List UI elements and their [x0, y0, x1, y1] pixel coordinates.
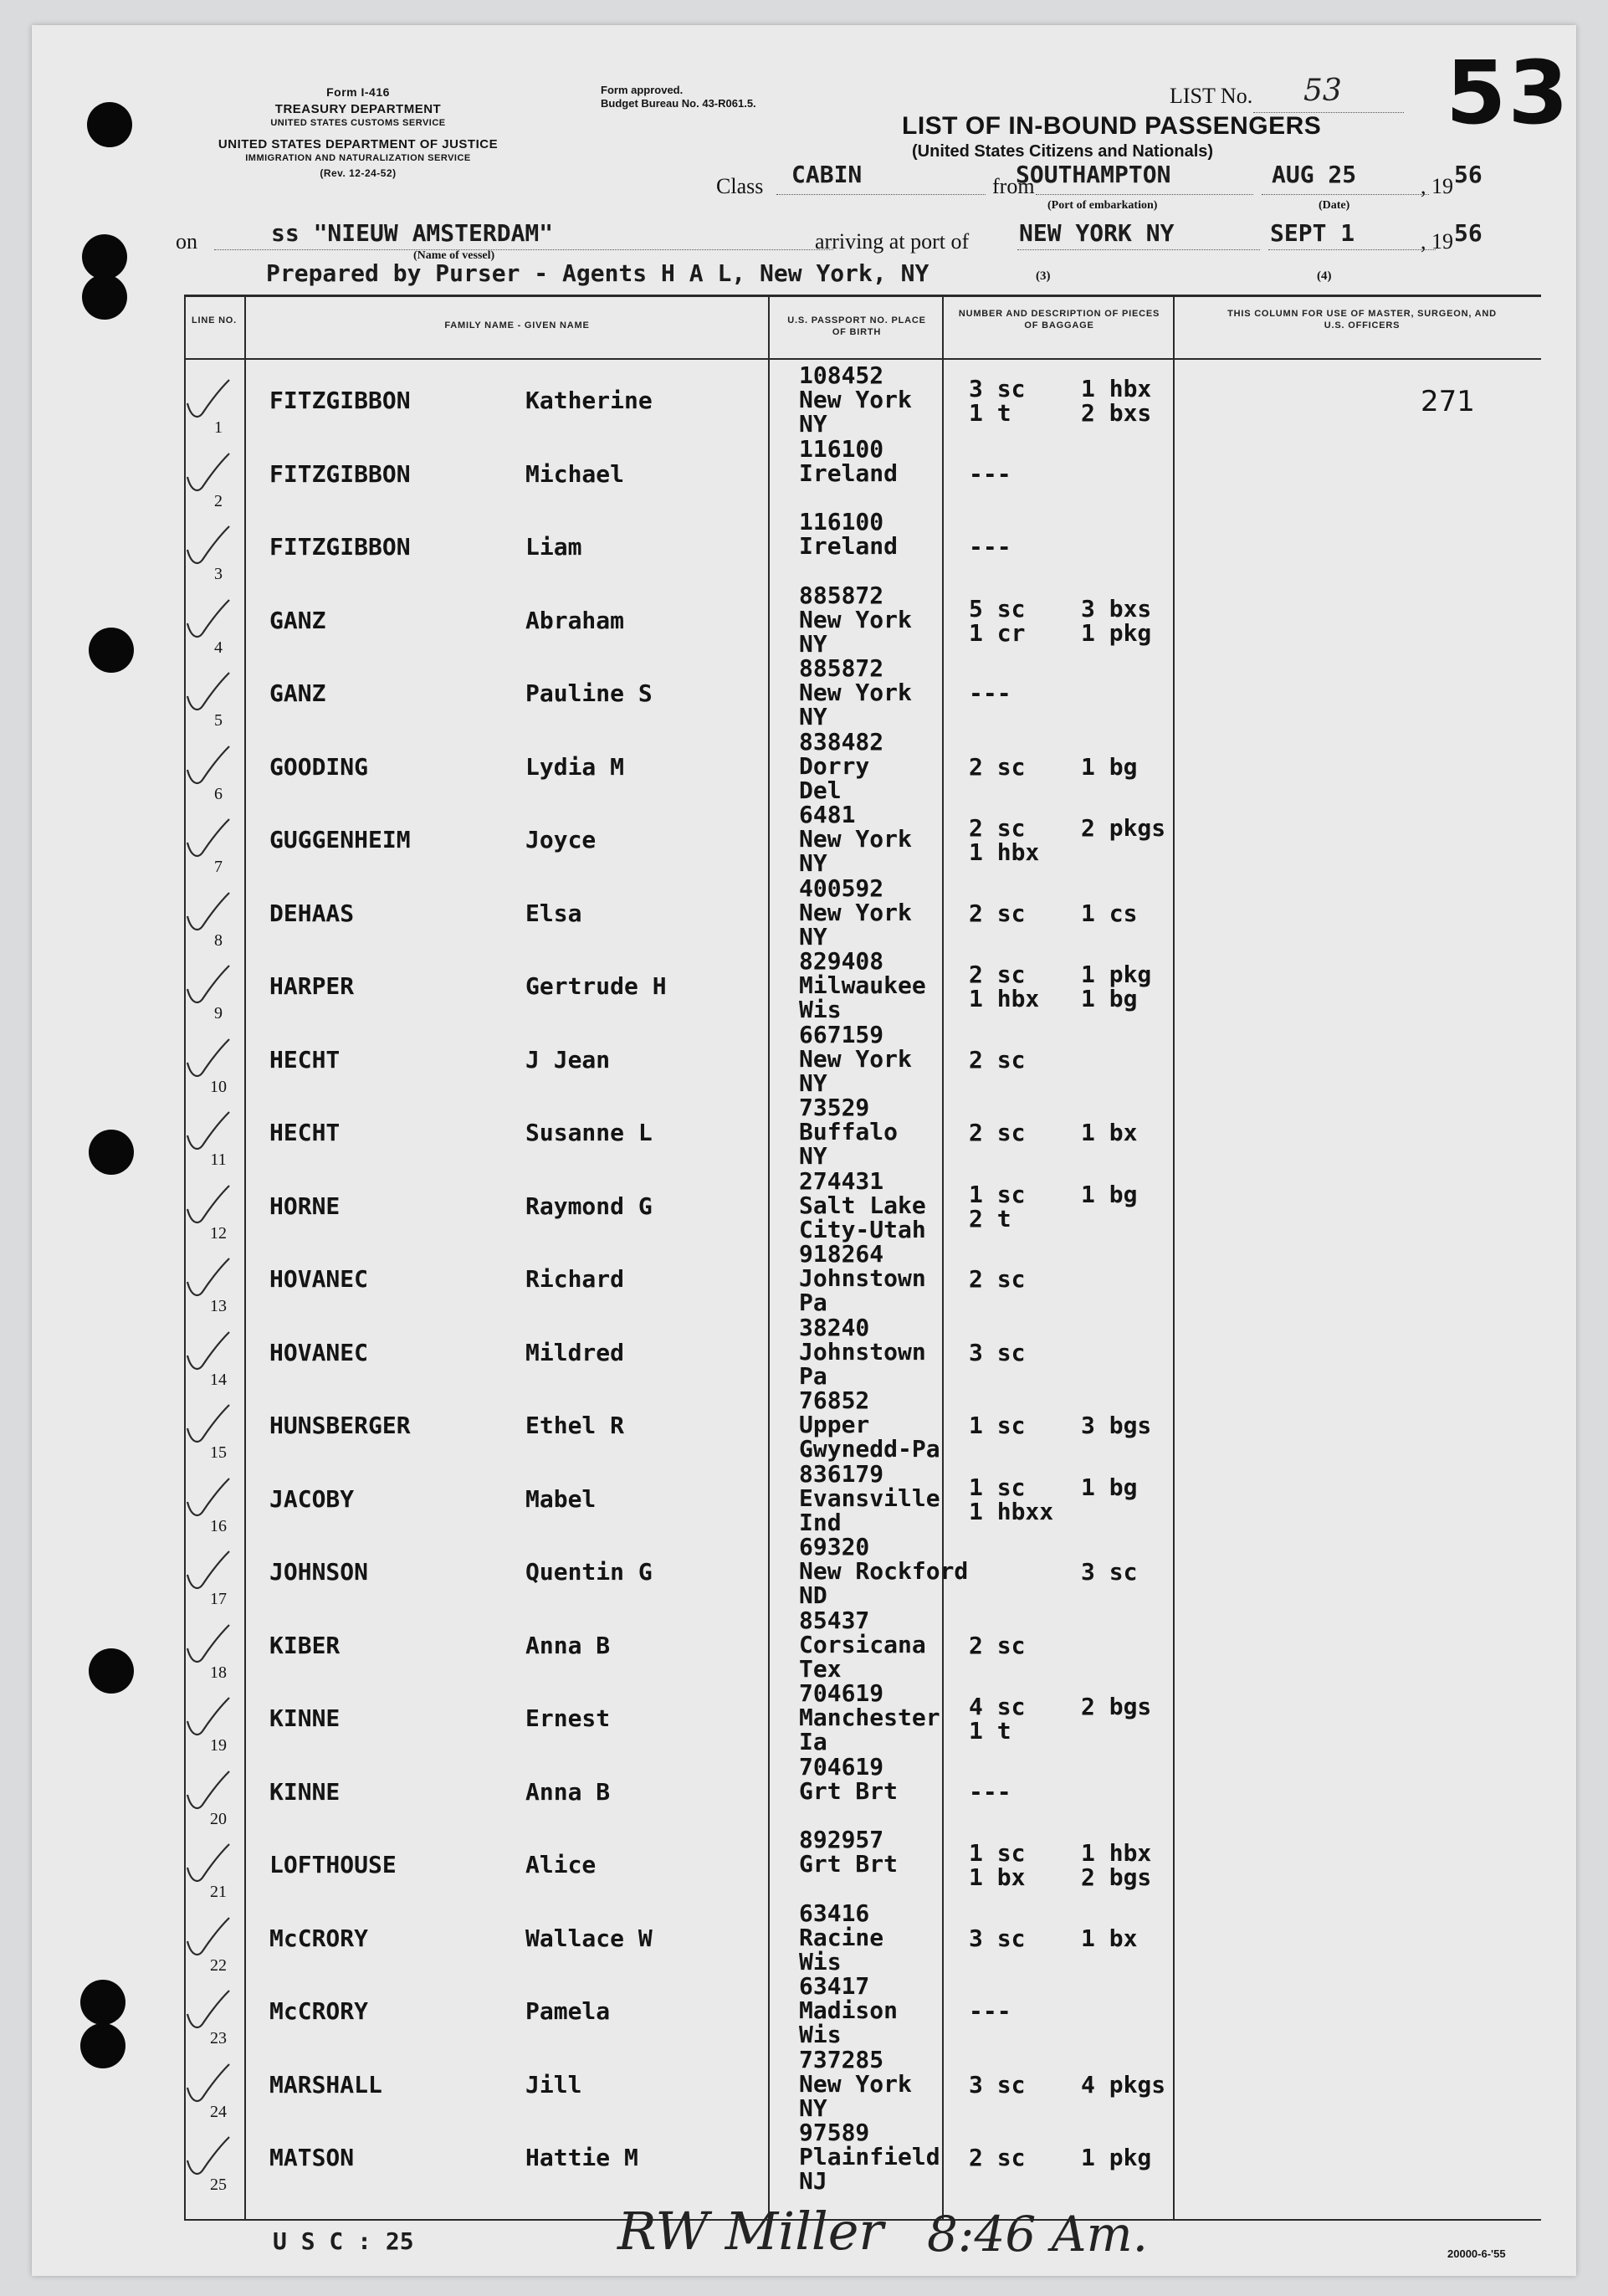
depart-year-prefix: , 19 [1421, 174, 1453, 198]
table-row [32, 1826, 1576, 1906]
given-name: Alice [525, 1851, 597, 1878]
place-of-birth: NY [799, 2094, 827, 2122]
place-of-birth: Upper [799, 1411, 870, 1438]
header-name: FAMILY NAME - GIVEN NAME [444, 320, 590, 331]
passport-number: 73529 [799, 1094, 870, 1121]
table-row [32, 2119, 1576, 2199]
line-number: 20 [210, 1809, 227, 1828]
family-name: FITZGIBBON [269, 459, 411, 488]
place-of-birth: New York [799, 825, 912, 853]
given-name: Anna B [525, 1777, 611, 1806]
place-of-birth: Wis [799, 1947, 842, 1976]
baggage-item: 1 bx [969, 1863, 1026, 1891]
baggage-item: 1 cs [1081, 899, 1138, 927]
usc-code: U S C : 25 [273, 2227, 414, 2255]
place-of-birth: NY [799, 849, 827, 877]
table-row [32, 1459, 1576, 1540]
family-name: MARSHALL [269, 2070, 382, 2099]
line-number: 19 [210, 1736, 227, 1755]
place-of-birth: New York [799, 898, 912, 926]
mark-3: (3) [1036, 269, 1051, 283]
line-number: 10 [210, 1077, 227, 1096]
mark-4: (4) [1317, 269, 1332, 283]
baggage-item: 1 sc [969, 1473, 1026, 1501]
place-of-birth: Pa [799, 1289, 827, 1316]
header-baggage: NUMBER AND DESCRIPTION OF PIECES OF BAGGAGE [958, 309, 1160, 331]
passport-number: 704619 [799, 1679, 884, 1707]
place-of-birth: Evansville [799, 1484, 940, 1512]
class-label: Class [716, 174, 764, 198]
arrival-year-prefix: , 19 [1421, 229, 1453, 254]
given-name: Michael [525, 459, 625, 488]
place-of-birth: NY [799, 1142, 827, 1170]
family-name: MATSON [269, 2144, 355, 2171]
table-row [32, 1533, 1576, 1613]
line-number: 4 [214, 638, 223, 657]
line-number: 23 [210, 2029, 227, 2047]
baggage-item: 5 sc [969, 594, 1026, 623]
prepared-by: Prepared by Purser - Agents H A L, New York, NY [266, 259, 929, 287]
line-number: 15 [210, 1443, 227, 1462]
table-row [32, 947, 1576, 1028]
family-name: GUGGENHEIM [269, 826, 411, 853]
family-name: FITZGIBBON [269, 387, 411, 414]
passport-number: 892957 [799, 1826, 884, 1853]
line-number: 13 [210, 1297, 227, 1315]
family-name: KINNE [269, 1777, 341, 1806]
place-of-birth: Buffalo [799, 1118, 899, 1145]
given-name: Mildred [525, 1338, 625, 1366]
given-name: Jill [525, 2070, 582, 2099]
passport-number: 274431 [799, 1166, 884, 1195]
baggage-item: 1 t [969, 399, 1011, 427]
place-of-birth: Grt Brt [799, 1850, 899, 1878]
check-mark-icon [182, 1765, 233, 1815]
depart-year: 56 [1454, 161, 1483, 188]
list-no-value: 53 [1303, 74, 1342, 108]
table-top-rule [184, 295, 1541, 297]
place-of-birth: New York [799, 605, 912, 633]
place-of-birth: New Rockford [799, 1557, 969, 1585]
table-row [32, 1972, 1576, 2053]
baggage-item: 1 hbxx [969, 1497, 1054, 1525]
table-row [32, 581, 1576, 662]
given-name: Wallace W [525, 1924, 653, 1952]
passport-number: 829408 [799, 947, 884, 975]
given-name: Anna B [525, 1631, 611, 1659]
footer-code: 20000-6-'55 [1447, 2247, 1506, 2260]
baggage-item: 1 pkg [1081, 618, 1152, 647]
line-number: 14 [210, 1370, 227, 1389]
baggage-item: 1 bg [1081, 985, 1138, 1012]
given-name: Pamela [525, 1997, 611, 2025]
passport-number: 63417 [799, 1972, 870, 2000]
header-passport: U.S. PASSPORT NO. PLACE OF BIRTH [787, 315, 926, 337]
list-subtitle: (United States Citizens and Nationals) [912, 142, 1214, 161]
depart-date: AUG 25 [1272, 161, 1357, 188]
given-name: Elsa [525, 899, 582, 927]
baggage-item: 1 bx [1081, 1119, 1138, 1146]
place-of-birth: New York [799, 386, 912, 413]
form-approved: Form approved. [601, 84, 684, 96]
passport-number: 667159 [799, 1020, 884, 1048]
check-mark-icon [182, 812, 233, 863]
family-name: McCRORY [269, 1924, 369, 1952]
baggage-item: 1 hbx [1081, 375, 1152, 402]
passport-number: 737285 [799, 2045, 884, 2073]
check-mark-icon [182, 959, 233, 1009]
baggage-item: 1 bg [1081, 1180, 1138, 1208]
customs-service: UNITED STATES CUSTOMS SERVICE [270, 118, 446, 128]
table-row [32, 1166, 1576, 1248]
header-line-no: LINE NO. [191, 315, 238, 325]
place-of-birth: Wis [799, 2021, 842, 2048]
passport-number: 97589 [799, 2119, 870, 2146]
place-of-birth: Grt Brt [799, 1776, 899, 1805]
port-of-embarkation: SOUTHAMPTON [1016, 161, 1171, 188]
place-of-birth: Ia [799, 1728, 827, 1755]
baggage-item: 1 cr [969, 618, 1026, 647]
place-of-birth: Dorry [799, 751, 870, 780]
place-of-birth: Salt Lake [799, 1191, 926, 1219]
check-mark-icon [182, 666, 233, 716]
check-mark-icon [182, 1911, 233, 1961]
line-number: 25 [210, 2176, 227, 2194]
family-name: JOHNSON [269, 1558, 369, 1586]
treasury-department: TREASURY DEPARTMENT [274, 102, 442, 116]
given-name: Quentin G [525, 1558, 653, 1586]
line-number: 9 [214, 1004, 223, 1022]
baggage-item: 3 sc [969, 1338, 1026, 1366]
place-of-birth: NY [799, 703, 827, 730]
check-mark-icon [182, 520, 233, 570]
given-name: Lydia M [525, 752, 625, 781]
punch-hole [82, 234, 127, 279]
table-row [32, 1313, 1576, 1394]
line-number: 22 [210, 1955, 227, 1975]
passport-number: 6481 [799, 801, 856, 828]
check-mark-icon [182, 2058, 233, 2108]
baggage-item: 2 sc [969, 1119, 1026, 1146]
line-number: 24 [210, 2102, 227, 2121]
baggage-item: 2 pkgs [1081, 814, 1166, 842]
check-mark-icon [182, 1398, 233, 1448]
place-of-birth: New York [799, 2069, 912, 2098]
list-no-label: LIST No. [1170, 84, 1253, 108]
check-mark-icon [182, 1984, 233, 2034]
check-mark-icon [182, 1837, 233, 1888]
given-name: J Jean [525, 1045, 611, 1074]
from-label: from [992, 174, 1035, 198]
family-name: HECHT [269, 1119, 341, 1146]
check-mark-icon [182, 1033, 233, 1083]
place-of-birth: Wis [799, 996, 842, 1023]
passport-number: 918264 [799, 1240, 884, 1268]
check-mark-icon [182, 1618, 233, 1668]
table-row [32, 1606, 1576, 1687]
family-name: HOVANEC [269, 1338, 369, 1366]
check-mark-icon [182, 1545, 233, 1595]
baggage-item: 2 bxs [1081, 399, 1152, 427]
family-name: HECHT [269, 1045, 341, 1074]
given-name: Katherine [525, 387, 653, 414]
arrival-year: 56 [1454, 219, 1483, 247]
check-mark-icon [182, 1325, 233, 1376]
line-number: 6 [214, 784, 223, 803]
passport-number: 400592 [799, 874, 884, 902]
baggage-item: 1 sc [969, 1412, 1026, 1439]
table-row [32, 1679, 1576, 1760]
arrival-port: NEW YORK NY [1019, 219, 1175, 247]
officer-signature: RW Miller [617, 2201, 884, 2262]
check-mark-icon [182, 886, 233, 936]
family-name: KINNE [269, 1704, 341, 1732]
table-row [32, 508, 1576, 588]
given-name: Liam [525, 533, 582, 561]
line-number: 16 [210, 1516, 227, 1535]
baggage-item: 2 t [969, 1204, 1011, 1233]
place-of-birth: Pa [799, 1361, 827, 1390]
place-of-birth: City-Utah [799, 1215, 926, 1243]
baggage-item: 1 sc [969, 1839, 1026, 1867]
passport-number: 85437 [799, 1606, 870, 1634]
line-number: 12 [210, 1223, 227, 1243]
place-of-birth: Ireland [799, 459, 899, 487]
line-number: 18 [210, 1663, 227, 1682]
table-row [32, 654, 1576, 735]
manifest-page [32, 25, 1576, 2276]
given-name: Pauline S [525, 679, 653, 707]
place-of-birth: Gwynedd-Pa [799, 1435, 940, 1463]
baggage-item: 1 hbx [969, 985, 1040, 1012]
header-officers: THIS COLUMN FOR USE OF MASTER, SURGEON, AND U.S. OFFICERS [1227, 309, 1497, 331]
place-of-birth: New York [799, 1044, 912, 1073]
given-name: Ethel R [525, 1412, 625, 1439]
place-of-birth: Johnstown [799, 1337, 926, 1366]
baggage-item: --- [969, 459, 1011, 488]
place-of-birth: Manchester [799, 1704, 940, 1731]
family-name: McCRORY [269, 1997, 369, 2025]
place-of-birth: Milwaukee [799, 971, 926, 999]
given-name: Raymond G [525, 1192, 653, 1220]
table-row [32, 434, 1576, 515]
baggage-item: 2 bgs [1081, 1693, 1152, 1720]
time-note: 8:46 Am. [927, 2206, 1149, 2263]
place-of-birth: Johnstown [799, 1264, 926, 1292]
family-name: GANZ [269, 679, 326, 707]
passport-number: 116100 [799, 508, 884, 536]
family-name: HOVANEC [269, 1265, 369, 1293]
table-row [32, 1386, 1576, 1467]
check-mark-icon [182, 740, 233, 790]
line-number: 17 [210, 1590, 227, 1608]
date-caption: (Date) [1319, 199, 1350, 212]
stamp-number: 53 [1446, 42, 1570, 144]
line-number: 21 [210, 1883, 227, 1901]
baggage-item: --- [969, 533, 1011, 561]
given-name: Ernest [525, 1704, 611, 1732]
given-name: Gertrude H [525, 972, 667, 1000]
passport-number: 38240 [799, 1313, 870, 1341]
baggage-item: --- [969, 1777, 1011, 1806]
family-name: KIBER [269, 1631, 341, 1659]
baggage-item: 2 sc [969, 1045, 1026, 1074]
baggage-item: --- [969, 679, 1011, 707]
place-of-birth: NY [799, 922, 827, 951]
budget-bureau-no: Budget Bureau No. 43-R061.5. [601, 97, 756, 110]
table-row [32, 727, 1576, 808]
place-of-birth: NY [799, 410, 827, 438]
baggage-item: 4 pkgs [1081, 2070, 1166, 2099]
baggage-item: 1 hbx [1081, 1839, 1152, 1867]
baggage-item: 2 sc [969, 814, 1026, 842]
baggage-item: 1 sc [969, 1180, 1026, 1208]
passport-number: 76852 [799, 1386, 870, 1414]
family-name: HARPER [269, 972, 355, 1000]
baggage-item: 3 sc [969, 375, 1026, 402]
family-name: JACOBY [269, 1484, 355, 1513]
baggage-item: --- [969, 1997, 1011, 2025]
place-of-birth: Corsicana [799, 1630, 926, 1658]
check-mark-icon [182, 1252, 233, 1302]
form-revision: (Rev. 12-24-52) [320, 167, 397, 179]
on-label: on [176, 229, 197, 254]
baggage-item: 2 sc [969, 899, 1026, 927]
baggage-item: 1 bg [1081, 752, 1138, 781]
vessel-caption: (Name of vessel) [413, 249, 495, 262]
baggage-item: 2 bgs [1081, 1863, 1152, 1891]
given-name: Abraham [525, 606, 625, 634]
baggage-item: 3 bxs [1081, 594, 1152, 623]
check-mark-icon [182, 373, 233, 423]
place-of-birth: New York [799, 679, 912, 706]
table-row [32, 874, 1576, 955]
baggage-item: 2 sc [969, 2144, 1026, 2171]
place-of-birth: ND [799, 1581, 827, 1609]
family-name: GOODING [269, 752, 369, 781]
naturalization-service: IMMIGRATION AND NATURALIZATION SERVICE [245, 153, 471, 163]
passport-number: 838482 [799, 727, 884, 756]
baggage-item: 2 sc [969, 1265, 1026, 1293]
given-name: Richard [525, 1265, 625, 1293]
table-row [32, 801, 1576, 881]
table-row [32, 1752, 1576, 1833]
place-of-birth: Ind [799, 1508, 842, 1536]
baggage-item: 2 sc [969, 1631, 1026, 1659]
punch-hole [82, 274, 127, 320]
given-name: Susanne L [525, 1119, 653, 1146]
baggage-item: 1 pkg [1081, 961, 1152, 988]
table-row [32, 1240, 1576, 1320]
passport-number: 885872 [799, 581, 884, 609]
list-title: LIST OF IN-BOUND PASSENGERS [902, 112, 1322, 140]
arrival-date: SEPT 1 [1270, 219, 1355, 247]
line-number: 2 [214, 491, 223, 510]
check-mark-icon [182, 593, 233, 643]
given-name: Joyce [525, 826, 597, 853]
place-of-birth: Del [799, 776, 842, 804]
baggage-item: 2 sc [969, 752, 1026, 781]
check-mark-icon [182, 1691, 233, 1741]
table-header-rule [184, 358, 1541, 360]
place-of-birth: Ireland [799, 532, 899, 560]
passport-number: 116100 [799, 434, 884, 463]
place-of-birth: NY [799, 629, 827, 658]
given-name: Hattie M [525, 2144, 638, 2171]
check-mark-icon [182, 1179, 233, 1229]
place-of-birth: Madison [799, 1996, 899, 2024]
place-of-birth: NY [799, 1069, 827, 1097]
line-number: 11 [210, 1151, 227, 1169]
passport-number: 704619 [799, 1752, 884, 1781]
table-row [32, 2045, 1576, 2126]
line-number: 3 [214, 565, 223, 583]
family-name: GANZ [269, 606, 326, 634]
table-row [32, 361, 1576, 442]
line-number: 8 [214, 930, 223, 950]
passport-number: 836179 [799, 1459, 884, 1488]
baggage-item: 4 sc [969, 1693, 1026, 1720]
table-row [32, 1020, 1576, 1101]
department-of-justice: UNITED STATES DEPARTMENT OF JUSTICE [218, 137, 499, 151]
check-mark-icon [182, 1105, 233, 1156]
check-mark-icon [182, 447, 233, 497]
family-name: HORNE [269, 1192, 341, 1220]
place-of-birth: Plainfield [799, 2143, 940, 2170]
baggage-item: 3 sc [969, 1924, 1026, 1952]
family-name: FITZGIBBON [269, 533, 411, 561]
punch-hole [87, 102, 132, 147]
baggage-item: 1 bx [1081, 1924, 1138, 1952]
baggage-item: 2 sc [969, 961, 1026, 988]
check-mark-icon [182, 2130, 233, 2181]
given-name: Mabel [525, 1484, 597, 1513]
check-mark-icon [182, 1472, 233, 1522]
table-row [32, 1899, 1576, 1980]
passport-number: 108452 [799, 361, 884, 389]
arriving-label: arriving at port of [815, 229, 970, 254]
place-of-birth: NJ [799, 2167, 827, 2195]
baggage-item: 3 sc [969, 2070, 1026, 2099]
line-number: 7 [214, 858, 223, 876]
baggage-item: 3 sc [1081, 1558, 1138, 1586]
table-row [32, 1094, 1576, 1174]
baggage-item: 1 hbx [969, 838, 1040, 866]
form-number: Form I-416 [326, 85, 390, 99]
baggage-item: 1 t [969, 1717, 1011, 1745]
passport-number: 69320 [799, 1533, 870, 1561]
baggage-item: 3 bgs [1081, 1412, 1152, 1439]
officer-note: 271 [1421, 385, 1475, 418]
vessel-name: ss "NIEUW AMSTERDAM" [271, 219, 554, 247]
family-name: HUNSBERGER [269, 1412, 411, 1439]
baggage-item: 1 bg [1081, 1473, 1138, 1501]
port-caption: (Port of embarkation) [1047, 199, 1158, 212]
class-value: CABIN [791, 161, 863, 188]
family-name: DEHAAS [269, 899, 355, 927]
family-name: LOFTHOUSE [269, 1851, 397, 1878]
place-of-birth: Tex [799, 1654, 842, 1683]
place-of-birth: Racine [799, 1923, 884, 1951]
baggage-item: 1 pkg [1081, 2144, 1152, 2171]
line-number: 5 [214, 711, 223, 730]
line-number: 1 [214, 418, 223, 437]
passport-number: 63416 [799, 1899, 870, 1927]
passport-number: 885872 [799, 654, 884, 682]
